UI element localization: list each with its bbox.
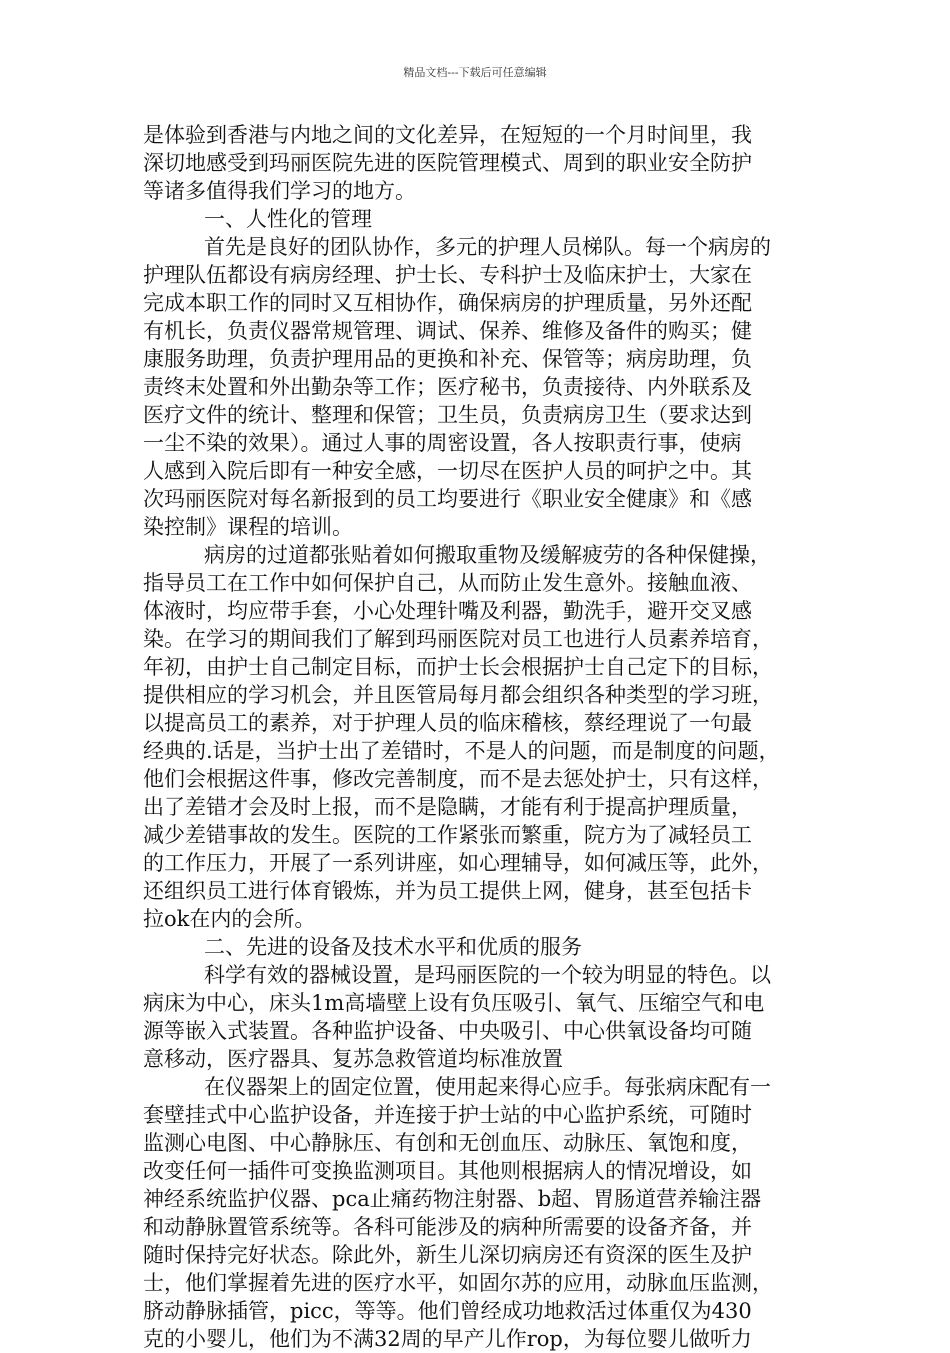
text-line: 士，他们掌握着先进的医疗水平，如固尔苏的应用，动脉血压监测，	[143, 1271, 773, 1295]
text-line: 体液时，均应带手套，小心处理针嘴及利器，勤洗手，避开交叉感	[143, 599, 752, 623]
text-line: 护理队伍都设有病房经理、护士长、专科护士及临床护士，大家在	[143, 263, 752, 287]
text-line: 是体验到香港与内地之间的文化差异，在短短的一个月时间里，我	[143, 123, 752, 147]
text-line: 和动静脉置管系统等。各科可能涉及的病种所需要的设备齐备，并	[143, 1215, 752, 1239]
page-header: 精品文档---下载后可任意编辑	[403, 66, 547, 79]
text-line: 一、人性化的管理	[204, 207, 372, 231]
text-line: 神经系统监护仪器、pca止痛药物注射器、b超、胃肠道营养输注器	[143, 1187, 762, 1211]
text-line: 的工作压力，开展了一系列讲座，如心理辅导，如何减压等，此外，	[143, 851, 773, 875]
text-line: 脐动静脉插管，picc，等等。他们曾经成功地救活过体重仅为430	[143, 1299, 752, 1323]
text-line: 染控制》课程的培训。	[143, 515, 353, 539]
text-line: 以提高员工的素养，对于护理人员的临床稽核，蔡经理说了一句最	[143, 711, 752, 735]
text-line: 监测心电图、中心静脉压、有创和无创血压、动脉压、氧饱和度，	[143, 1131, 752, 1155]
text-line: 深切地感受到玛丽医院先进的医院管理模式、周到的职业安全防护	[143, 151, 752, 175]
text-line: 科学有效的器械设置，是玛丽医院的一个较为明显的特色。以	[204, 963, 771, 987]
text-line: 有机长，负责仪器常规管理、调试、保养、维修及备件的购买；健	[143, 319, 752, 343]
text-line: 一尘不染的效果）。通过人事的周密设置，各人按职责行事，使病	[143, 431, 742, 455]
text-line: 病房的过道都张贴着如何搬取重物及缓解疲劳的各种保健操，	[204, 543, 771, 567]
text-line: 首先是良好的团队协作，多元的护理人员梯队。每一个病房的	[204, 235, 771, 259]
text-line: 提供相应的学习机会，并且医管局每月都会组织各种类型的学习班，	[143, 683, 773, 707]
text-line: 责终末处置和外出勤杂等工作；医疗秘书，负责接待、内外联系及	[143, 375, 752, 399]
text-line: 源等嵌入式装置。各种监护设备、中央吸引、中心供氧设备均可随	[143, 1019, 752, 1043]
text-line: 指导员工在工作中如何保护自己，从而防止发生意外。接触血液、	[143, 571, 752, 595]
text-line: 人感到入院后即有一种安全感，一切尽在医护人员的呵护之中。其	[143, 459, 752, 483]
text-line: 染。在学习的期间我们了解到玛丽医院对员工也进行人员素养培育，	[143, 627, 773, 651]
text-line: 还组织员工进行体育锻炼，并为员工提供上网，健身，甚至包括卡	[143, 879, 752, 903]
document-body	[143, 121, 809, 1353]
text-line: 克的小婴儿，他们为不满32周的早产儿作rop，为每位婴儿做听力	[143, 1327, 752, 1351]
text-line: 出了差错才会及时上报，而不是隐瞒，才能有利于提高护理质量，	[143, 795, 752, 819]
text-line: 随时保持完好状态。除此外，新生儿深切病房还有资深的医生及护	[143, 1243, 752, 1267]
text-line: 康服务助理，负责护理用品的更换和补充、保管等；病房助理，负	[143, 347, 752, 371]
text-line: 年初，由护士自己制定目标，而护士长会根据护士自己定下的目标，	[143, 655, 773, 679]
text-line: 他们会根据这件事，修改完善制度，而不是去惩处护士，只有这样，	[143, 767, 773, 791]
text-line: 意移动，医疗器具、复苏急救管道均标准放置	[143, 1047, 563, 1071]
text-line: 减少差错事故的发生。医院的工作紧张而繁重，院方为了减轻员工	[143, 823, 752, 847]
text-line: 经典的.话是，当护士出了差错时，不是人的问题，而是制度的问题，	[143, 739, 780, 763]
text-line: 完成本职工作的同时又互相协作，确保病房的护理质量，另外还配	[143, 291, 752, 315]
text-line: 次玛丽医院对每名新报到的员工均要进行《职业安全健康》和《感	[143, 487, 752, 511]
text-line: 改变任何一插件可变换监测项目。其他则根据病人的情况增设，如	[143, 1159, 752, 1183]
text-line: 等诸多值得我们学习的地方。	[143, 179, 416, 203]
text-line: 拉ok在内的会所。	[143, 907, 316, 931]
text-line: 在仪器架上的固定位置，使用起来得心应手。每张病床配有一	[204, 1075, 771, 1099]
text-line: 病床为中心，床头1m高墙壁上设有负压吸引、氧气、压缩空气和电	[143, 991, 765, 1015]
text-line: 套壁挂式中心监护设备，并连接于护士站的中心监护系统，可随时	[143, 1103, 752, 1127]
text-line: 二、先进的设备及技术水平和优质的服务	[204, 935, 582, 959]
text-line: 医疗文件的统计、整理和保管；卫生员，负责病房卫生（要求达到	[143, 403, 752, 427]
